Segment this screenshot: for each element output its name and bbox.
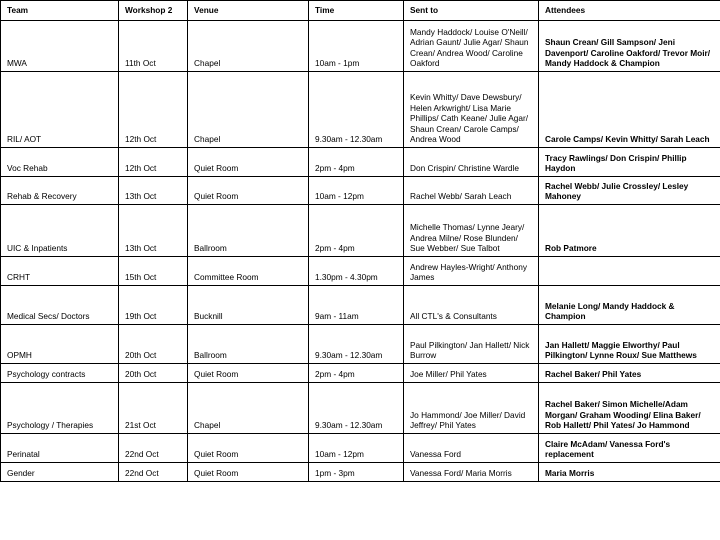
cell-team: Medical Secs/ Doctors xyxy=(1,286,119,325)
cell-venue: Quiet Room xyxy=(188,148,309,177)
cell-sent-to: Paul Pilkington/ Jan Hallett/ Nick Burrow xyxy=(404,325,539,364)
header-time: Time xyxy=(309,1,404,21)
cell-attendees: Claire McAdam/ Vanessa Ford's replacement xyxy=(539,434,720,463)
header-workshop: Workshop 2 xyxy=(119,1,188,21)
cell-workshop: 21st Oct xyxy=(119,383,188,434)
header-sent-to: Sent to xyxy=(404,1,539,21)
cell-workshop: 12th Oct xyxy=(119,148,188,177)
cell-team: RIL/ AOT xyxy=(1,72,119,148)
table-row xyxy=(1,364,720,383)
cell-attendees: Rob Patmore xyxy=(539,205,720,257)
cell-time: 10am - 1pm xyxy=(309,21,404,72)
table-row xyxy=(1,21,720,72)
table-row xyxy=(1,325,720,364)
cell-sent-to: Vanessa Ford xyxy=(404,434,539,463)
cell-team: UIC & Inpatients xyxy=(1,205,119,257)
cell-time: 9.30am - 12.30am xyxy=(309,325,404,364)
cell-workshop: 20th Oct xyxy=(119,325,188,364)
cell-workshop: 11th Oct xyxy=(119,21,188,72)
cell-time: 2pm - 4pm xyxy=(309,364,404,383)
cell-venue: Chapel xyxy=(188,21,309,72)
cell-team: Voc Rehab xyxy=(1,148,119,177)
cell-sent-to: All CTL's & Consultants xyxy=(404,286,539,325)
cell-time: 1pm - 3pm xyxy=(309,463,404,482)
cell-time: 9.30am - 12.30am xyxy=(309,72,404,148)
cell-attendees xyxy=(539,257,720,286)
header-attendees: Attendees xyxy=(539,1,720,21)
cell-team: OPMH xyxy=(1,325,119,364)
cell-workshop: 15th Oct xyxy=(119,257,188,286)
cell-sent-to: Don Crispin/ Christine Wardle xyxy=(404,148,539,177)
cell-attendees: Rachel Baker/ Phil Yates xyxy=(539,364,720,383)
cell-sent-to: Mandy Haddock/ Louise O'Neill/ Adrian Gaunt/ Julie Agar/ Shaun Crean/ Andrea Wood/ Caroline Oakford xyxy=(404,21,539,72)
cell-team: CRHT xyxy=(1,257,119,286)
cell-team: Gender xyxy=(1,463,119,482)
cell-venue: Bucknill xyxy=(188,286,309,325)
header-venue: Venue xyxy=(188,1,309,21)
cell-sent-to: Kevin Whitty/ Dave Dewsbury/ Helen Arkwright/ Lisa Marie Phillips/ Cath Keane/ Julie Agar/ Shaun Crean/ Carole Camps/ Andrea Wood xyxy=(404,72,539,148)
cell-team: Psychology / Therapies xyxy=(1,383,119,434)
cell-time: 9.30am - 12.30am xyxy=(309,383,404,434)
table-row xyxy=(1,148,720,177)
cell-venue: Ballroom xyxy=(188,205,309,257)
header-team: Team xyxy=(1,1,119,21)
cell-attendees: Carole Camps/ Kevin Whitty/ Sarah Leach xyxy=(539,72,720,148)
cell-venue: Quiet Room xyxy=(188,463,309,482)
table-row xyxy=(1,286,720,325)
cell-time: 1.30pm - 4.30pm xyxy=(309,257,404,286)
cell-venue: Quiet Room xyxy=(188,177,309,205)
cell-venue: Chapel xyxy=(188,72,309,148)
table-row xyxy=(1,177,720,205)
cell-sent-to: Jo Hammond/ Joe Miller/ David Jeffrey/ Phil Yates xyxy=(404,383,539,434)
cell-attendees: Tracy Rawlings/ Don Crispin/ Phillip Haydon xyxy=(539,148,720,177)
table-row xyxy=(1,383,720,434)
cell-time: 10am - 12pm xyxy=(309,177,404,205)
cell-team: Psychology contracts xyxy=(1,364,119,383)
cell-venue: Quiet Room xyxy=(188,364,309,383)
cell-team: Rehab & Recovery xyxy=(1,177,119,205)
cell-venue: Committee Room xyxy=(188,257,309,286)
table-header xyxy=(1,1,720,21)
cell-time: 10am - 12pm xyxy=(309,434,404,463)
table-body xyxy=(1,21,720,482)
cell-time: 9am - 11am xyxy=(309,286,404,325)
cell-workshop: 19th Oct xyxy=(119,286,188,325)
table-row xyxy=(1,463,720,482)
table-row xyxy=(1,205,720,257)
cell-attendees: Melanie Long/ Mandy Haddock & Champion xyxy=(539,286,720,325)
cell-workshop: 20th Oct xyxy=(119,364,188,383)
cell-workshop: 12th Oct xyxy=(119,72,188,148)
cell-time: 2pm - 4pm xyxy=(309,148,404,177)
cell-sent-to: Michelle Thomas/ Lynne Jeary/ Andrea Milne/ Rose Blunden/ Sue Webber/ Sue Talbot xyxy=(404,205,539,257)
cell-workshop: 22nd Oct xyxy=(119,434,188,463)
cell-sent-to: Rachel Webb/ Sarah Leach xyxy=(404,177,539,205)
cell-sent-to: Vanessa Ford/ Maria Morris xyxy=(404,463,539,482)
cell-venue: Quiet Room xyxy=(188,434,309,463)
cell-attendees: Rachel Webb/ Julie Crossley/ Lesley Mahoney xyxy=(539,177,720,205)
cell-team: Perinatal xyxy=(1,434,119,463)
cell-attendees: Jan Hallett/ Maggie Elworthy/ Paul Pilkington/ Lynne Roux/ Sue Matthews xyxy=(539,325,720,364)
table-row xyxy=(1,434,720,463)
cell-sent-to: Joe Miller/ Phil Yates xyxy=(404,364,539,383)
header-row xyxy=(1,1,720,21)
cell-workshop: 13th Oct xyxy=(119,177,188,205)
cell-attendees: Shaun Crean/ Gill Sampson/ Jeni Davenport/ Caroline Oakford/ Trevor Moir/ Mandy Haddock & Champion xyxy=(539,21,720,72)
cell-attendees: Rachel Baker/ Simon Michelle/Adam Morgan/ Graham Wooding/ Elina Baker/ Rob Hallett/ Phil Yates/ Jo Hammond xyxy=(539,383,720,434)
cell-sent-to: Andrew Hayles-Wright/ Anthony James xyxy=(404,257,539,286)
cell-workshop: 22nd Oct xyxy=(119,463,188,482)
cell-attendees: Maria Morris xyxy=(539,463,720,482)
table-row xyxy=(1,257,720,286)
cell-venue: Ballroom xyxy=(188,325,309,364)
cell-venue: Chapel xyxy=(188,383,309,434)
cell-time: 2pm - 4pm xyxy=(309,205,404,257)
table-row xyxy=(1,72,720,148)
cell-team: MWA xyxy=(1,21,119,72)
cell-workshop: 13th Oct xyxy=(119,205,188,257)
